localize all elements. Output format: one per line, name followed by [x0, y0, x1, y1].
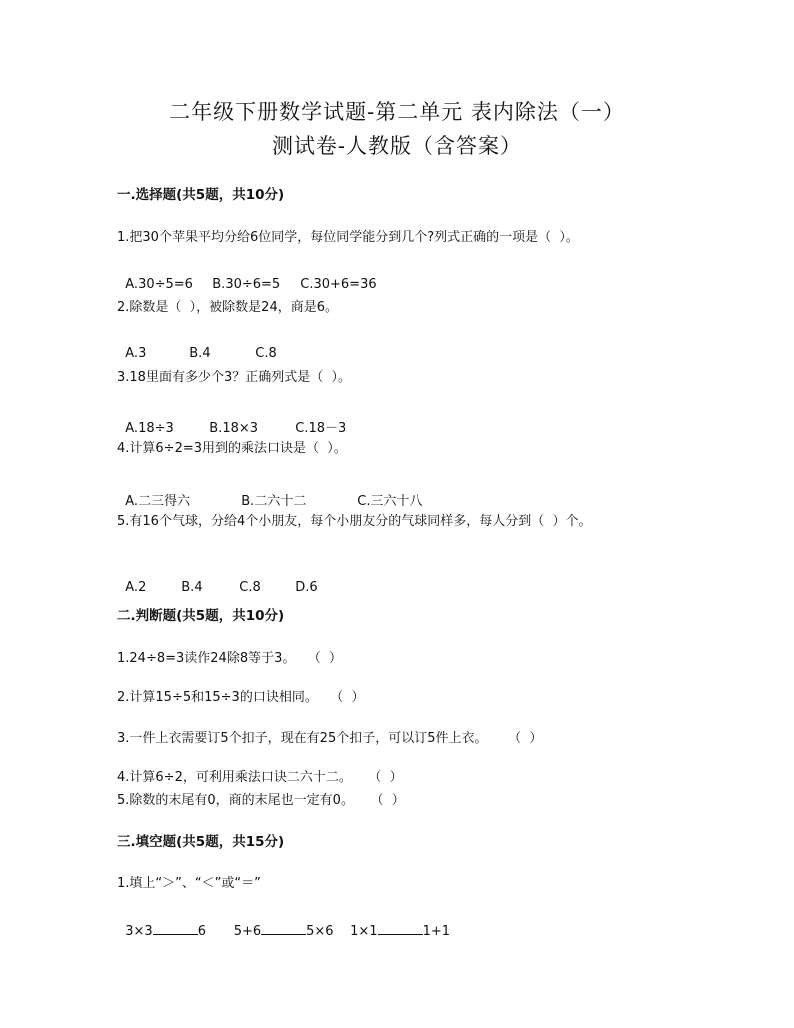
- fill-question-1-expressions: [117, 907, 450, 939]
- option-c: C.8: [255, 346, 277, 361]
- option-b: B.30÷6=5: [212, 277, 281, 292]
- question-3-text: 3.18里面有多少个3？正确列式是（ ）。: [117, 370, 351, 385]
- option-a: A.3: [125, 346, 147, 361]
- option-a: A.18÷3: [125, 421, 174, 436]
- answer-blank[interactable]: [378, 922, 423, 935]
- expr-right: 6: [197, 924, 206, 939]
- judgment-item: 2.计算15÷5和15÷3的口诀相同。 （ ）: [117, 690, 365, 705]
- expr-left: 3×3: [125, 924, 153, 939]
- question-1-options: [117, 262, 377, 292]
- question-5-text: 5.有16个气球，分给4个小朋友，每个小朋友分的气球同样多，每人分到（ ）个。: [117, 514, 592, 529]
- answer-blank[interactable]: [261, 922, 306, 935]
- document-title-line2: 测试卷-人教版（含答案）: [271, 134, 523, 158]
- question-2-text: 2.除数是（ ），被除数是24，商是6。: [117, 300, 338, 315]
- section-heading-fill: 三.填空题(共5题，共15分): [117, 834, 285, 850]
- judgment-item: 1.24÷8=3读作24除8等于3。 （ ）: [117, 651, 343, 666]
- question-4-options: [117, 475, 422, 509]
- section-heading-judgment: 二.判断题(共5题，共10分): [117, 608, 285, 624]
- option-a: A.30÷5=6: [125, 277, 193, 292]
- judgment-item: 5.除数的末尾有0，商的末尾也一定有0。 （ ）: [117, 793, 405, 808]
- answer-blank[interactable]: [153, 922, 198, 935]
- option-c: C.18－3: [295, 421, 347, 436]
- question-5-options: [117, 565, 318, 595]
- expr-right: 1+1: [422, 924, 451, 939]
- expr-right: 5×6: [306, 924, 334, 939]
- question-1-text: 1.把30个苹果平均分给6位同学，每位同学能分到几个?列式正确的一项是（ ）。: [117, 230, 579, 245]
- option-c: C.三六十八: [357, 494, 423, 509]
- question-4-text: 4.计算6÷2=3用到的乘法口诀是（ ）。: [117, 441, 347, 456]
- judgment-item: 4.计算6÷2，可利用乘法口诀二六十二。 （ ）: [117, 770, 403, 785]
- question-3-options: [117, 402, 346, 436]
- option-b: B.4: [181, 580, 203, 595]
- expr-left: 1×1: [350, 924, 378, 939]
- option-a: A.2: [125, 580, 147, 595]
- option-c: C.8: [239, 580, 261, 595]
- document-title-line1: 二年级下册数学试题-第二单元 表内除法（一）: [169, 100, 625, 124]
- option-b: B.18×3: [209, 421, 259, 436]
- fill-question-1-text: 1.填上“＞”、“＜”或“＝”: [117, 876, 261, 891]
- question-2-options: [117, 331, 277, 361]
- option-a: A.二三得六: [125, 494, 191, 509]
- option-d: D.6: [295, 580, 318, 595]
- section-heading-choice: 一.选择题(共5题，共10分): [117, 187, 285, 203]
- expr-left: 5+6: [233, 924, 262, 939]
- judgment-item: 3.一件上衣需要订5个扣子，现在有25个扣子，可以订5件上衣。 （ ）: [117, 731, 543, 746]
- option-b: B.二六十二: [241, 494, 307, 509]
- option-b: B.4: [189, 346, 211, 361]
- option-c: C.30+6=36: [300, 277, 377, 292]
